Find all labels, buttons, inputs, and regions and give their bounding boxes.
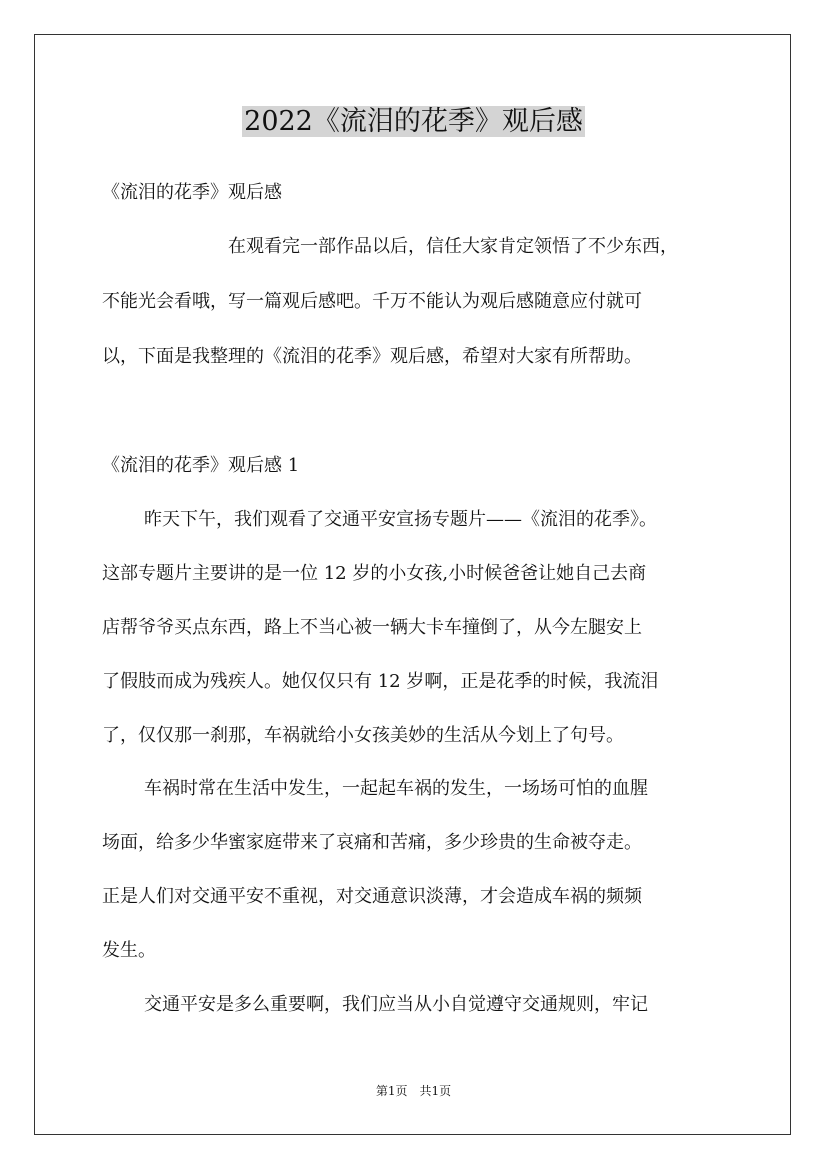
document-title-text: 2022《流泪的花季》观后感	[244, 106, 583, 137]
intro-line-1: 在观看完一部作品以后，信任大家肯定领悟了不少东西，	[228, 236, 678, 257]
body-line-2: 这部专题片主要讲的是一位 12 岁的小女孩,小时候爸爸让她自己去商	[102, 563, 647, 584]
body-line-6: 车祸时常在生活中发生，一起起车祸的发生，一场场可怕的血腥	[144, 778, 648, 799]
intro-line-3: 以，下面是我整理的《流泪的花季》观后感，希望对大家有所帮助。	[102, 346, 642, 367]
body-line-5: 了，仅仅那一刹那，车祸就给小女孩美妙的生活从今划上了句号。	[102, 725, 624, 746]
document-title	[0, 100, 827, 144]
page-footer: 第1页 共1页	[375, 1084, 452, 1098]
body-line-3: 店帮爷爷买点东西，路上不当心被一辆大卡车撞倒了，从今左腿安上	[102, 617, 642, 638]
document-subtitle: 《流泪的花季》观后感	[102, 182, 282, 203]
intro-line-2: 不能光会看哦，写一篇观后感吧。千万不能认为观后感随意应付就可	[102, 291, 642, 312]
body-line-8: 正是人们对交通平安不重视，对交通意识淡薄，才会造成车祸的频频	[102, 886, 642, 907]
body-line-9: 发生。	[102, 940, 156, 961]
body-line-4: 了假肢而成为残疾人。她仅仅只有 12 岁啊，正是花季的时候，我流泪	[102, 671, 659, 692]
body-line-10: 交通平安是多么重要啊，我们应当从小自觉遵守交通规则，牢记	[144, 994, 648, 1015]
section-heading: 《流泪的花季》观后感 1	[102, 455, 300, 476]
body-line-7: 场面，给多少华蜜家庭带来了哀痛和苦痛，多少珍贵的生命被夺走。	[102, 832, 642, 853]
body-line-1: 昨天下午，我们观看了交通平安宣扬专题片——《流泪的花季》。	[144, 509, 657, 530]
